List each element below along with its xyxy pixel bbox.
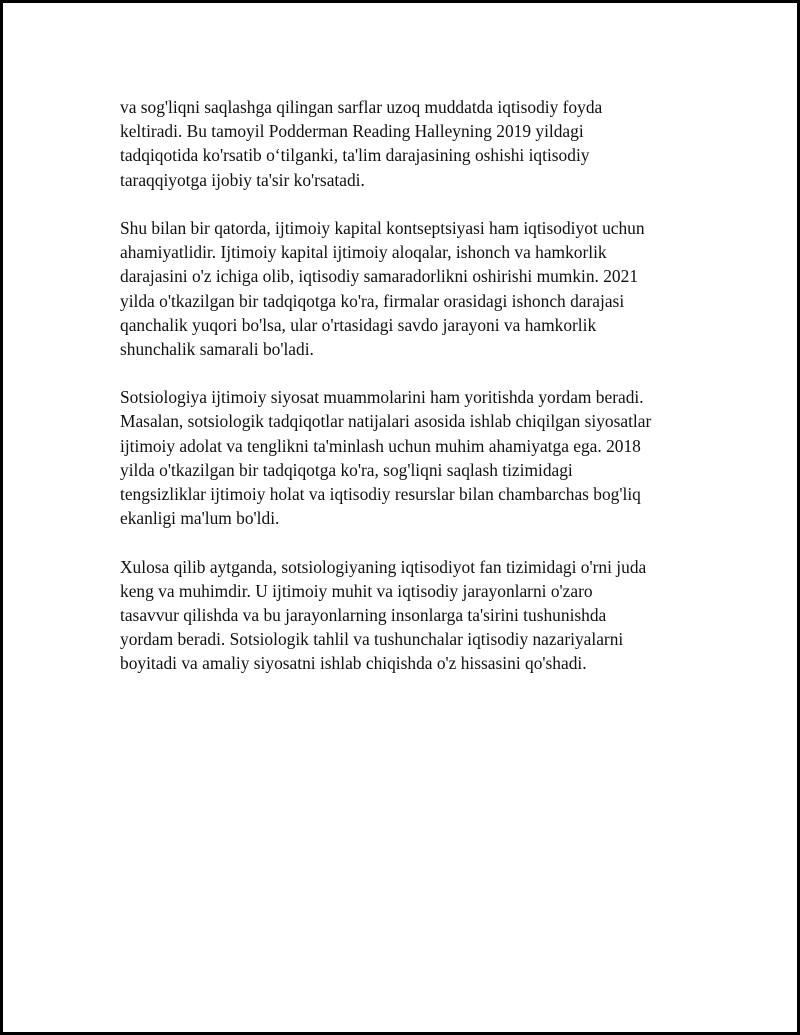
text-line: yilda o'tkazilgan bir tadqiqotga ko'ra, firmalar orasidagi ishonch darajasi <box>120 290 625 311</box>
text-line: boyitadi va amaliy siyosatni ishlab chiqishda o'z hissasini qo'shadi. <box>120 653 587 674</box>
text-line: Sotsiologiya ijtimoiy siyosat muammolarini ham yoritishda yordam beradi. <box>120 387 644 408</box>
text-line: keng va muhimdir. U ijtimoiy muhit va iqtisodiy jarayonlarni o'zaro <box>120 580 593 601</box>
text-line: Xulosa qilib aytganda, sotsiologiyaning iqtisodiyot fan tizimidagi o'rni juda <box>120 556 647 577</box>
paragraph-2 <box>120 216 700 361</box>
paragraph-1 <box>120 95 700 192</box>
text-line: shunchalik samarali bo'ladi. <box>120 338 314 359</box>
text-line: Shu bilan bir qatorda, ijtimoiy kapital kontseptsiyasi ham iqtisodiyot uchun <box>120 217 645 238</box>
paragraph-4 <box>120 555 700 676</box>
text-line: tengsizliklar ijtimoiy holat va iqtisodiy resurslar bilan chambarchas bog'liq <box>120 484 641 504</box>
text-line: darajasini o'z ichiga olib, iqtisodiy samaradorlikni oshirishi mumkin. 2021 <box>120 266 639 287</box>
text-line: tasavvur qilishda va bu jarayonlarning insonlarga ta'sirini tushunishda <box>120 604 607 625</box>
text-line: tadqiqotida ko'rsatib o‘tilganki, ta'lim darajasining oshishi iqtisodiy <box>120 145 590 166</box>
text-line: qanchalik yuqori bo'lsa, ular o'rtasidagi savdo jarayoni va hamkorlik <box>120 314 597 335</box>
text-line: ekanligi ma'lum bo'ldi. <box>120 508 280 529</box>
text-line: va sog'liqni saqlashga qilingan sarflar uzoq muddatda iqtisodiy foyda <box>120 97 603 117</box>
text-line: ijtimoiy adolat va tenglikni ta'minlash uchun muhim ahamiyatga ega. 2018 <box>120 435 641 456</box>
text-line: yilda o'tkazilgan bir tadqiqotga ko'ra, sog'liqni saqlash tizimidagi <box>120 459 573 480</box>
paragraph-3 <box>120 385 700 530</box>
document-body <box>120 95 700 700</box>
text-line: yordam beradi. Sotsiologik tahlil va tushunchalar iqtisodiy nazariyalarni <box>120 629 624 650</box>
text-line: Masalan, sotsiologik tadqiqotlar natijalari asosida ishlab chiqilgan siyosatlar <box>120 411 652 432</box>
text-line: ahamiyatlidir. Ijtimoiy kapital ijtimoiy aloqalar, ishonch va hamkorlik <box>120 242 607 263</box>
text-line: keltiradi. Bu tamoyil Podderman Reading Halleyning 2019 yildagi <box>120 121 584 142</box>
text-line: taraqqiyotga ijobiy ta'sir ko'rsatadi. <box>120 169 365 190</box>
